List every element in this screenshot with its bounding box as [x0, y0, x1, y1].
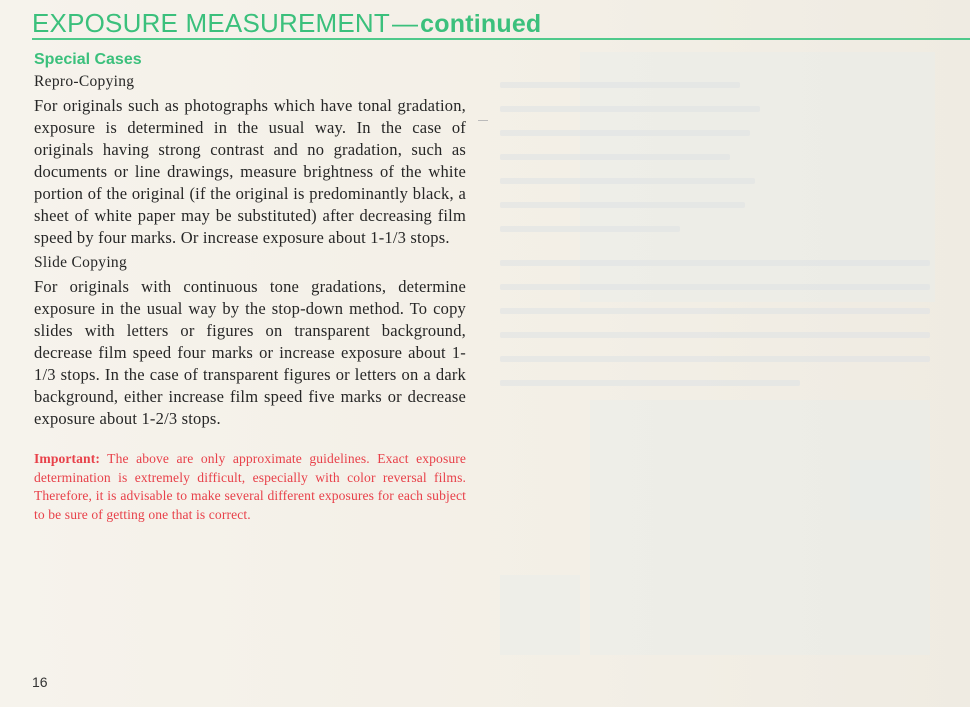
page-title-main: EXPOSURE MEASUREMENT [32, 8, 390, 38]
bleed-through-line [500, 82, 740, 88]
bleed-through-line [500, 308, 930, 314]
bleed-through-line [500, 202, 745, 208]
bleed-through-line [500, 226, 680, 232]
bleed-through-line [500, 130, 750, 136]
slide-copying-text: For originals with continuous tone gradations, determine exposure in the usual way by the stop-down method. To copy slides with letters or figures on transparent background, decrease film speed four marks or increase exposure about 1-1/3 stops. In the case of transparent figures or letters on a dark background, either increase film speed five marks or decrease exposure about 1-2/3 stops. [34, 277, 466, 428]
bleed-through-photo-small-right [850, 460, 920, 520]
bleed-through-line [500, 106, 760, 112]
section-title: Special Cases [34, 51, 142, 68]
important-text: The above are only approximate guidelines. Exact exposure determination is extremely difficult, especially with color reversal films. Therefore, it is advisable to make several different exposures for each subject to be sure of getting one that is correct. [34, 451, 466, 522]
page-title-continued: continued [420, 10, 542, 38]
bleed-through-photo-bottom [590, 400, 930, 655]
bleed-through-line [500, 356, 930, 362]
bleed-through-photo-small-left [500, 575, 580, 655]
repro-copying-heading: Repro-Copying [34, 73, 135, 90]
margin-mark [478, 120, 488, 121]
main-column [34, 50, 466, 524]
bleed-through-line [500, 154, 730, 160]
bleed-through-line [500, 178, 755, 184]
page-title [32, 8, 541, 39]
bleed-through-line [500, 380, 800, 386]
bleed-through-line [500, 332, 930, 338]
slide-copying-heading: Slide Copying [34, 254, 128, 271]
important-label: Important: [34, 451, 100, 466]
page-number: 16 [32, 674, 48, 690]
important-note [34, 450, 466, 524]
bleed-through-line [500, 284, 930, 290]
page-title-dash: — [391, 8, 419, 38]
page-header [32, 6, 970, 40]
repro-copying-text: For originals such as photographs which have tonal gradation, exposure is determined in the usual way. In the case of originals having strong contrast and no gradation, such as documents or line drawings, measure brightness of the white portion of the original (if the original is predominantly black, a sheet of white paper may be substituted) after decreasing film speed by four marks. Or increase exposure about 1-1/3 stops. [34, 96, 466, 247]
bleed-through-line [500, 260, 930, 266]
